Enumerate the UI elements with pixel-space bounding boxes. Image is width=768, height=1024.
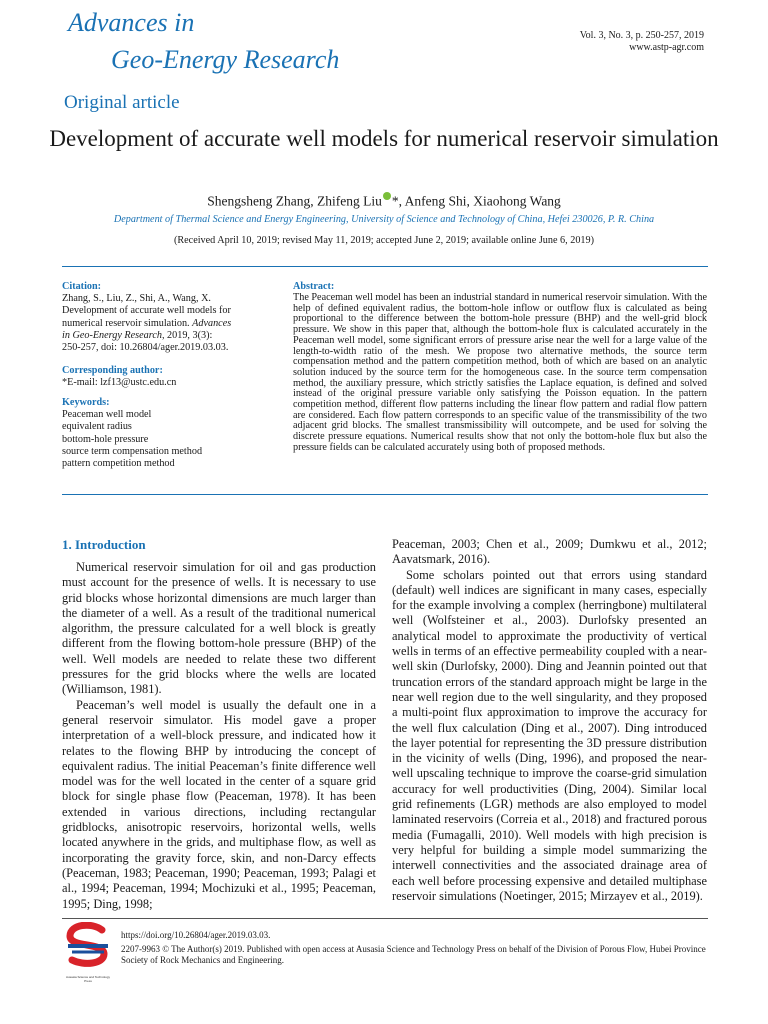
authors-first: Shengsheng Zhang, Zhifeng Liu [207, 193, 382, 209]
keyword: bottom-hole pressure [62, 433, 149, 445]
doi-link[interactable]: https://doi.org/10.26804/ager.2019.03.03. [121, 930, 271, 940]
keyword: pattern competition method [62, 458, 175, 470]
bottom-divider [62, 494, 708, 495]
received-dates: (Received April 10, 2019; revised May 11, 2019; accepted June 2, 2019; available online June 6, 2019) [173, 235, 595, 246]
citation-line: numerical reservoir simulation. Advances [62, 317, 232, 329]
paragraph: Numerical reservoir simulation for oil and gas production must account for the presence of wells. It is necessary to use grid blocks whose horizontal dimensions are much larger than the diameter of a well. As a result of the traditional numerical algorithm, the pressure calculated for a well block is greatly different from the flowing bottom-hole pressure (BHP) of the well. Well models are needed to relate these two different pressures for the grid blocks where the wells are located (Williamson, 1981). [62, 560, 376, 697]
corresponding-email[interactable]: *E-mail: lzf13@ustc.edu.cn [62, 377, 177, 389]
keyword: source term compensation method [62, 445, 203, 457]
footer-divider [62, 918, 708, 919]
citation-line: in Geo-Energy Research, 2019, 3(3): [62, 329, 213, 341]
keyword: Peaceman well model [62, 409, 152, 421]
affiliation: Department of Thermal Science and Energy Engineering, University of Science and Technology of China, Hefei 230026, P. R. China [113, 214, 655, 225]
publisher-logo-icon [62, 922, 114, 970]
left-column [62, 560, 376, 912]
abstract-text: The Peaceman well model has been an industrial standard in numerical reservoir simulation. With the help of defined equivalent radius, the bottom-hole inflow or outflow flux is calculated as being proportional to the difference between the bottom-hole pressure (BHP) and the well-grid block pressure. We show in this paper that, although the bottom-hole flux is calculated accurately in the Peaceman well model, some significant errors of pressure arise near the well for a large value of the length-to-width ratio of the mesh. We propose two alternative methods, the source term compensation method and the pattern competition method, both of which are based on an analytic solution induced by the source term for the homogeneous case. In the source term compensation method, the auxiliary pressure, which strictly satisfies the Laplace equation, is defined and solved instead of the original pressure variable only satisfying the Poisson equation. In the pattern competition method, different flow patterns including the linear flow pattern and radial flow pattern are considered. Each flow pattern corresponds to an specific value of the transmissibility of the two adjacent grid blocks. The smallest transmissibility will outcompete, and be used for solving the discrete pressure equations. Numerical results show that not only the bottom-hole flux but also the pressure fields can be calculated accurately using both of proposed methods. [293, 292, 707, 453]
journal-name-line1: Advances in [68, 8, 195, 37]
orcid-icon[interactable] [383, 192, 391, 200]
paper-title: Development of accurate well models for numerical reservoir simulation [49, 126, 719, 151]
corresponding-block [62, 365, 267, 389]
citation-line: 250-257, doi: 10.26804/ager.2019.03.03. [62, 342, 229, 354]
footer-text [121, 930, 721, 965]
publisher-logo [62, 922, 114, 983]
abstract-label: Abstract: [293, 281, 335, 292]
citation-label: Citation: [62, 281, 102, 292]
publisher-logo-text: Ausasia Science and Technology Press [66, 975, 110, 983]
license-text: 2207-9963 © The Author(s) 2019. Published with open access at Ausasia Science and Technology Press on behalf of the Division of Porous Flow, Hubei Province Society of Rock Mechanics and Engineering. [121, 943, 706, 965]
paragraph: Peaceman, 2003; Chen et al., 2009; Dumkwu et al., 2012; Aavatsmark, 2016). [392, 537, 707, 567]
keywords-label: Keywords: [62, 397, 110, 408]
keywords-block [62, 397, 267, 470]
corresponding-label: Corresponding author: [62, 365, 163, 376]
paragraph: Peaceman’s well model is usually the default one in a general reservoir simulator. His model gave a proper interpretation of a well-block pressure, and indicated how it relates to the flowing BHP by introducing the concept of equivalent radius. The initial Peaceman’s finite difference well model was for the well located in the center of a square grid block for single phase flow (Peaceman, 1978). It has been extended in various directions, including rectangular gridblocks, anisotropic reservoirs, horizontal wells, wells located anywhere in the grids, and multiphase flow, as well as incorporating the gravity force, skin, and non-Darcy effects (Peaceman, 1983; Peaceman, 1990; Peaceman, 1993; Palagi et al., 1994; Peaceman, 1994; Mochizuki et al., 1995; Peaceman, 1995; Ding, 1998; [62, 697, 376, 911]
citation-line: Zhang, S., Liu, Z., Shi, A., Wang, X. [62, 293, 211, 305]
author-list [0, 192, 768, 210]
journal-info [580, 30, 704, 54]
keyword: equivalent radius [62, 421, 132, 433]
top-divider [62, 266, 708, 267]
abstract-block [293, 281, 707, 454]
article-type: Original article [64, 92, 180, 113]
right-column [392, 537, 707, 904]
volume-info: Vol. 3, No. 3, p. 250-257, 2019 [579, 30, 704, 41]
journal-website[interactable]: www.astp-agr.com [629, 42, 704, 53]
journal-name-line2: Geo-Energy Research [111, 45, 340, 74]
citation-block [62, 281, 267, 354]
citation-line: Development of accurate well models for [62, 305, 231, 317]
section-heading: 1. Introduction [62, 537, 146, 552]
paragraph: Some scholars pointed out that errors using standard (default) well indices are significant in many cases, especially for the example involving a complex (herringbone) multilateral well (Wolfsteiner et al., 2003). Durlofsky presented an analytical model to approximate the productivity of vertical wells in terms of an effective permeability coupled with a near-well skin (Durlofsky, 2000). Ding and Jeannin pointed out that truncation errors of the standard approach might be large in the near well region due to the well singularity, and they proposed a multi-point flux approximation to improve the accuracy for the well flux calculation (Ding et al., 2007). Ding introduced the layer potential for representing the 3D pressure distribution in the vicinity of wells (Ding, 1996), and proposed the near-well upscaling technique to improve the coarse-grid simulation accuracy for well productivities (Ding, 2004). Similar local grid refinements (LGR) methods are also employed to model laminated reservoirs (Correia et al., 2018) and fractured porous media (Fumagalli, 2010). Well models with high precision is very helpful for building a simple model summarizing the interwell connectivities and the associated drainage area of each well before processing expensive and detailed multiphase reservoir simulations (Noetinger, 2015; Mirzayev et al., 2019). [392, 567, 707, 903]
authors-rest: *, Anfeng Shi, Xiaohong Wang [391, 193, 561, 209]
